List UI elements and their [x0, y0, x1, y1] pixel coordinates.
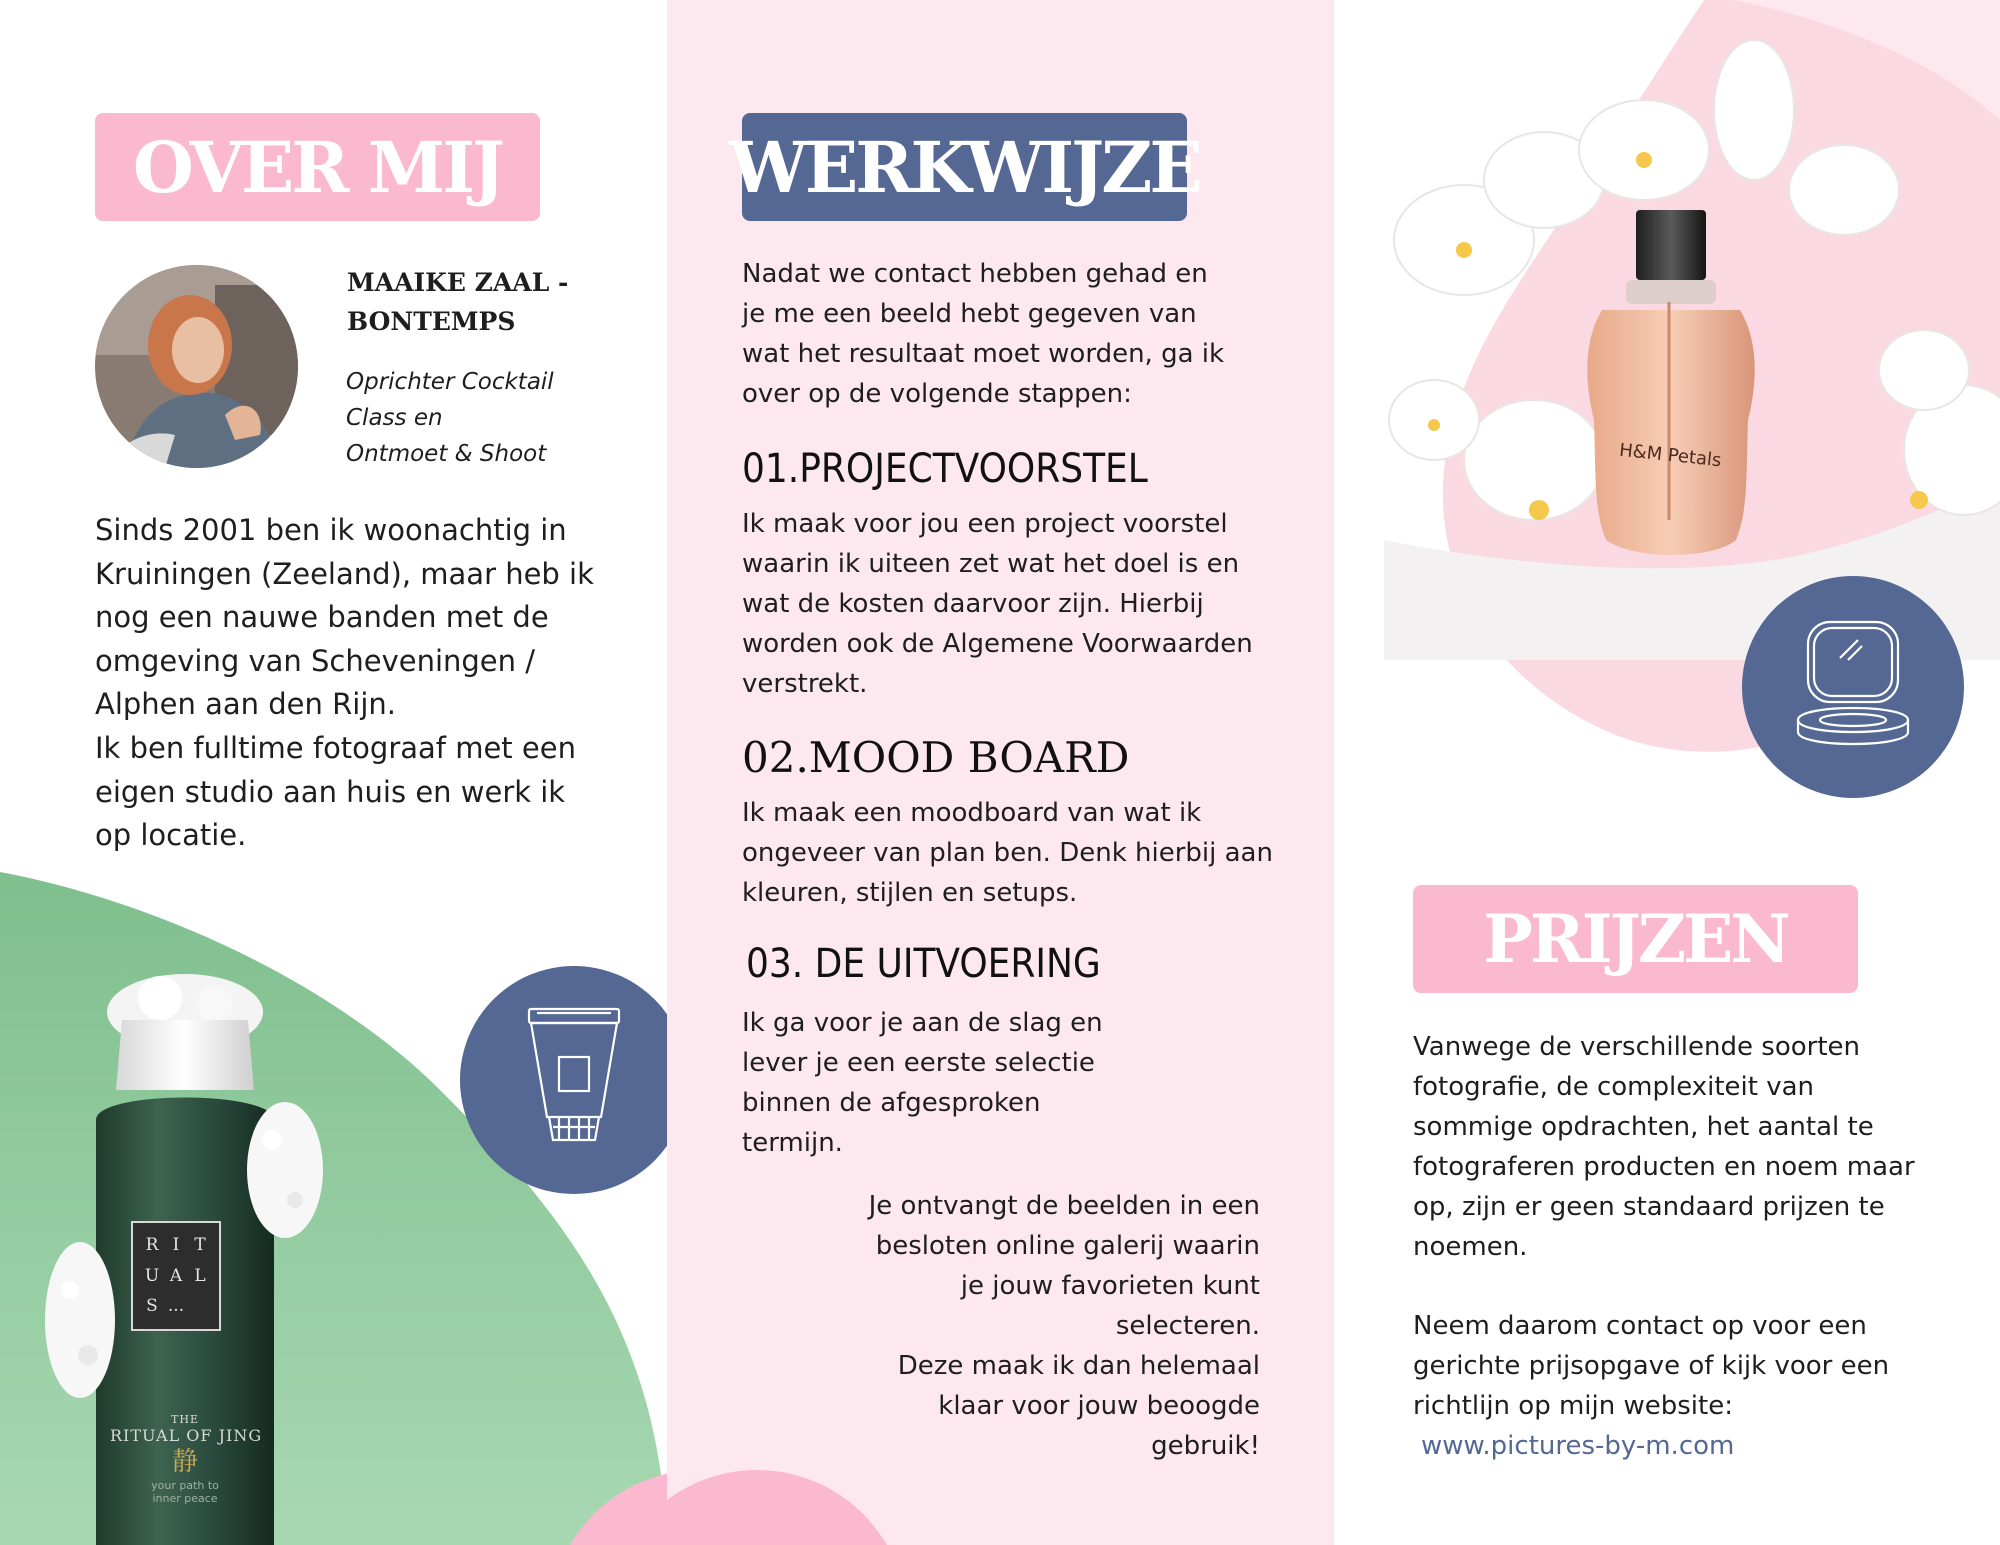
- logo-letter: A: [169, 1265, 183, 1286]
- pricing-line: fotograferen producten en noem maar: [1413, 1152, 1915, 1182]
- pricing-text: [1413, 1027, 1915, 1267]
- section-heading-prijzen: [1413, 885, 1858, 993]
- logo-letter: R: [145, 1235, 159, 1255]
- section-heading-text: PRIJZEN: [1483, 900, 1788, 978]
- profile-role-line: Oprichter Cocktail: [346, 369, 554, 395]
- product-label-glyph: 静: [171, 1447, 198, 1477]
- bio-line: eigen studio aan huis en werk ik: [95, 774, 566, 809]
- bio-text: [95, 509, 594, 858]
- step-line: Ik maak een moodboard van wat ik: [742, 798, 1202, 828]
- profile-role-line: Class en: [346, 405, 443, 431]
- step-line: Ik ga voor je aan de slag en: [742, 1008, 1103, 1038]
- logo-letter: S: [146, 1296, 158, 1317]
- pricing-line: Vanwege de verschillende soorten: [1413, 1032, 1860, 1062]
- bio-line: Kruiningen (Zeeland), maar heb ik: [95, 556, 594, 591]
- avatar: [95, 265, 298, 468]
- logo-letter: T: [194, 1235, 206, 1255]
- step-line: termijn.: [742, 1128, 843, 1158]
- website-link[interactable]: www.pictures-by-m.com: [1421, 1431, 1735, 1461]
- pink-accent-shape: [667, 1470, 917, 1545]
- profile-role-line: Ontmoet & Shoot: [346, 441, 547, 467]
- panel-werkwijze: [667, 0, 1334, 1545]
- intro-line: Nadat we contact hebben gehad en: [742, 259, 1208, 289]
- logo-letter: U: [144, 1265, 160, 1286]
- contact-text: [1413, 1306, 1889, 1466]
- closing-line: selecteren.: [1115, 1311, 1260, 1341]
- step-line: wat de kosten daarvoor zijn. Hierbij: [742, 589, 1204, 619]
- bio-line: nog een nauwe banden met de: [95, 600, 549, 635]
- contact-line: richtlijn op mijn website:: [1413, 1391, 1733, 1421]
- portrait-photo: [95, 265, 298, 468]
- step-line: worden ook de Algemene Voorwaarden: [742, 629, 1253, 659]
- panel-over-mij: [0, 0, 667, 1545]
- closing-line: Je ontvangt de beelden in een: [868, 1191, 1260, 1221]
- step-line: ongeveer van plan ben. Denk hierbij aan: [742, 838, 1273, 868]
- step-line: binnen de afgesproken: [742, 1088, 1041, 1118]
- pricing-line: noemen.: [1413, 1232, 1528, 1262]
- section-heading-text: OVER MIJ: [132, 125, 503, 209]
- logo-letter: I: [172, 1235, 180, 1255]
- pricing-line: op, zijn er geen standaard prijzen te: [1413, 1192, 1885, 1222]
- step-description: [742, 793, 1273, 913]
- step-title: 01.PROJECTVOORSTEL: [742, 446, 1148, 492]
- pricing-line: sommige opdrachten, het aantal te: [1413, 1112, 1874, 1142]
- section-heading-werkwijze: [729, 113, 1200, 221]
- bio-line: omgeving van Scheveningen /: [95, 643, 536, 678]
- step-line: kleuren, stijlen en setups.: [742, 878, 1078, 908]
- intro-line: over op de volgende stappen:: [742, 379, 1132, 409]
- perfume-photo: [1344, 40, 2000, 660]
- section-heading-text: WERKWIJZE: [729, 125, 1200, 209]
- closing-line: klaar voor jouw beoogde: [938, 1391, 1260, 1421]
- bio-line: Ik ben fulltime fotograaf met een: [95, 730, 576, 765]
- step-line: Ik maak voor jou een project voorstel: [742, 509, 1228, 539]
- compact-mirror-icon: [1742, 576, 1964, 798]
- profile-name-line: MAAIKE ZAAL -: [347, 268, 569, 297]
- pricing-line: fotografie, de complexiteit van: [1413, 1072, 1815, 1102]
- step-line: verstrekt.: [742, 669, 868, 699]
- bio-line: op locatie.: [95, 818, 247, 853]
- step-description: [742, 504, 1253, 704]
- step-line: waarin ik uiteen zet wat het doel is en: [742, 549, 1240, 579]
- closing-text: [869, 1186, 1260, 1466]
- product-label: [110, 1413, 263, 1505]
- perfume-label: H&M Petals: [1618, 439, 1723, 472]
- step-title: 03. DE UITVOERING: [746, 941, 1101, 987]
- panel-prijzen: [1334, 0, 2000, 1545]
- step-description: [742, 1003, 1103, 1163]
- intro-text: [742, 254, 1224, 414]
- closing-line: besloten online galerij waarin: [875, 1231, 1260, 1261]
- step-line: lever je een eerste selectie: [742, 1048, 1095, 1078]
- profile-role: [346, 364, 554, 472]
- closing-line: je jouw favorieten kunt: [960, 1271, 1260, 1301]
- section-heading-over-mij: [95, 113, 540, 221]
- product-label-tagline: inner peace: [152, 1492, 218, 1505]
- intro-line: je me een beeld hebt gegeven van: [742, 299, 1197, 329]
- profile-name: [347, 263, 568, 341]
- closing-line: gebruik!: [1151, 1431, 1260, 1461]
- product-label-tagline: your path to: [151, 1479, 219, 1492]
- logo-letter: ...: [167, 1296, 185, 1317]
- profile-name-line: BONTEMPS: [347, 307, 516, 336]
- pink-accent-shape: [540, 1470, 667, 1545]
- product-label-title: RITUAL OF JING: [110, 1426, 263, 1445]
- intro-line: wat het resultaat moet worden, ga ik: [742, 339, 1225, 369]
- product-logo: [140, 1230, 212, 1322]
- bio-line: Alphen aan den Rijn.: [95, 687, 396, 722]
- bio-line: Sinds 2001 ben ik woonachtig in: [95, 513, 567, 547]
- product-bottle: [40, 960, 340, 1545]
- contact-line: Neem daarom contact op voor een: [1413, 1311, 1867, 1341]
- step-title: 02.MOOD BOARD: [742, 733, 1130, 782]
- closing-line: Deze maak ik dan helemaal: [897, 1351, 1260, 1381]
- logo-letter: L: [194, 1265, 206, 1286]
- contact-line: gerichte prijsopgave of kijk voor een: [1413, 1351, 1890, 1381]
- product-label-line: THE: [171, 1413, 199, 1426]
